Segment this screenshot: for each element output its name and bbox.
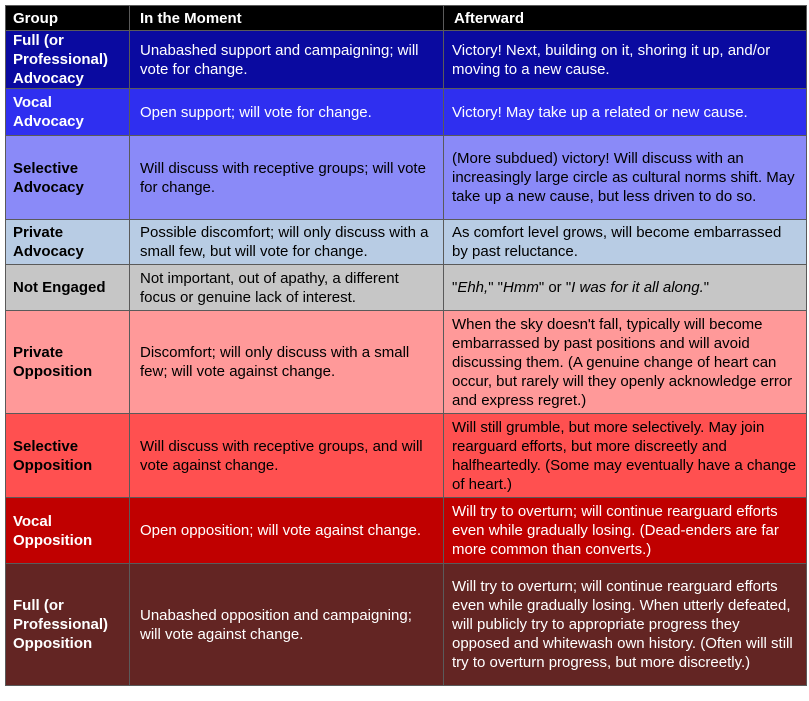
table-row [6, 31, 807, 89]
afterward-cell: Will try to overturn; will continue rearguard efforts even while gradually losing. (Dead-enders are far more common than converts.) [444, 498, 807, 564]
afterward-cell: As comfort level grows, will become embarrassed by past reluctance. [444, 220, 807, 265]
group-cell: Vocal Opposition [6, 498, 130, 564]
table-row [6, 265, 807, 311]
quote-text: " " [488, 279, 504, 296]
advocacy-opposition-table [5, 5, 807, 686]
group-cell: Not Engaged [6, 265, 130, 311]
group-cell: Selective Advocacy [6, 136, 130, 220]
quote-text: " [452, 279, 458, 296]
table-row [6, 89, 807, 136]
quote-text: " [703, 279, 710, 296]
afterward-cell: Will try to overturn; will continue rearguard efforts even while gradually losing. When utterly defeated, will publicly try to appropriate progress they opposed and whitewash own history. (Often will still try to overturn progress, but more discreetly.) [444, 564, 807, 686]
table-row [6, 136, 807, 220]
table-row [6, 220, 807, 265]
moment-cell: Not important, out of apathy, a different focus or genuine lack of interest. [130, 265, 444, 311]
group-cell: Selective Opposition [6, 414, 130, 498]
table-row [6, 414, 807, 498]
header-in-the-moment: In the Moment [130, 6, 444, 31]
quote-ehh: Ehh, [457, 279, 489, 296]
afterward-cell-quotes [444, 265, 807, 311]
table-row [6, 564, 807, 686]
group-cell: Vocal Advocacy [6, 89, 130, 136]
moment-cell: Will discuss with receptive groups; will vote for change. [130, 136, 444, 220]
quote-all-along: I was for it all along. [571, 279, 704, 296]
group-cell: Full (or Professional) Opposition [6, 564, 130, 686]
moment-cell: Discomfort; will only discuss with a small few; will vote against change. [130, 311, 444, 414]
group-cell: Private Advocacy [6, 220, 130, 265]
quote-hmm: Hmm [503, 279, 539, 296]
table-row [6, 498, 807, 564]
moment-cell: Unabashed opposition and campaigning; will vote against change. [130, 564, 444, 686]
afterward-cell: When the sky doesn't fall, typically will become embarrassed by past positions and will avoid discussing them. (A genuine change of heart can occur, but rarely will they openly acknowledge error and express regret.) [444, 311, 807, 414]
moment-cell: Open opposition; will vote against change. [130, 498, 444, 564]
afterward-cell: Victory! Next, building on it, shoring it up, and/or moving to a new cause. [444, 31, 807, 89]
moment-cell: Possible discomfort; will only discuss with a small few, but will vote for change. [130, 220, 444, 265]
moment-cell: Will discuss with receptive groups, and will vote against change. [130, 414, 444, 498]
moment-cell: Unabashed support and campaigning; will vote for change. [130, 31, 444, 89]
header-row [6, 6, 807, 31]
group-cell: Private Opposition [6, 311, 130, 414]
header-group: Group [6, 6, 130, 31]
moment-cell: Open support; will vote for change. [130, 89, 444, 136]
header-afterward: Afterward [444, 6, 807, 31]
afterward-cell: Victory! May take up a related or new cause. [444, 89, 807, 136]
group-cell: Full (or Professional) Advocacy [6, 31, 130, 89]
table-row [6, 311, 807, 414]
afterward-cell: Will still grumble, but more selectively. May join rearguard efforts, but more discreetly and halfheartedly. (Some may eventually have a change of heart.) [444, 414, 807, 498]
afterward-cell: (More subdued) victory! Will discuss with an increasingly large circle as cultural norms shift. May take up a new cause, but less driven to do so. [444, 136, 807, 220]
quote-text: " or " [538, 279, 572, 296]
